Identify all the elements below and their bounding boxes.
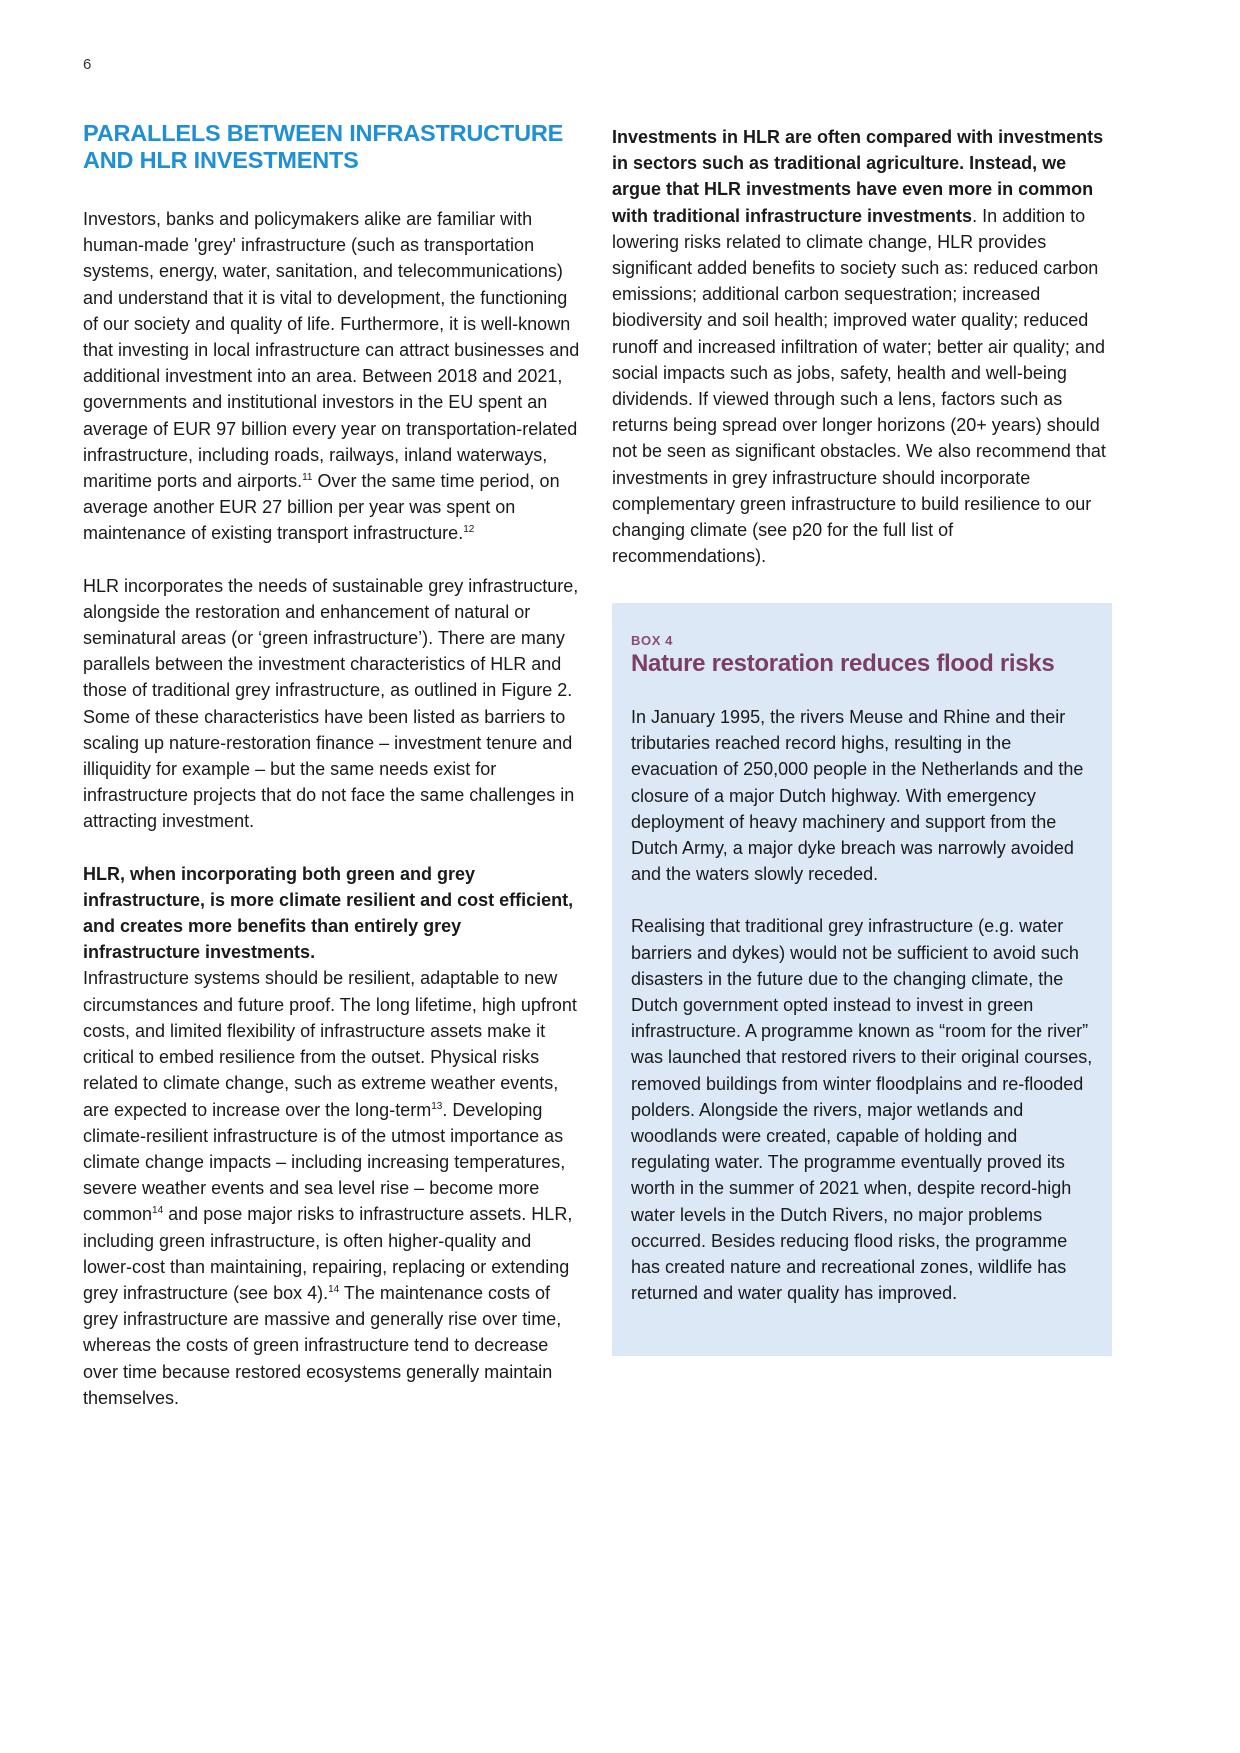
heading-line-2: AND HLR INVESTMENTS [83,147,359,173]
left-bold-statement: HLR, when incorporating both green and grey infrastructure, is more climate resilient and cost efficient, and creates more benefits than entirely grey infrastructure investments. [83,863,574,963]
box-title: Nature restoration reduces flood risks [631,650,1055,677]
right-bold-lead: Investments in HLR are often compared with investments in sectors such as traditional agriculture. Instead, we argue that HLR investments have even more in common with traditional infrastructure investments [612,127,1104,226]
footnote-ref: 14 [328,1283,340,1295]
left-paragraph-4: Infrastructure systems should be resilient, adaptable to new circumstances and future proof. The long lifetime, high upfront costs, and limited flexibility of infrastructure assets make it critical to embed resilience from the outset. Physical risks related to climate change, such as extreme weather events, are expected to increase over the long-term$^{13}$. Developing climate-resilient infrastructure is of the utmost importance as climate change impacts – including increasing temperatures, severe weather events and sea level rise – become more common$^{14}$ and pose major risks to infrastructure assets. HLR, including green infrastructure, is often higher-quality and lower-cost than maintaining, repairing, replacing or extending grey infrastructure (see box 4).$^{14}$ The maintenance costs of grey infrastructure are massive and generally rise over time, whereas the costs of green infrastructure tend to decrease over time because restored ecosystems generally maintain themselves. [83,968,577,1408]
box-paragraph-2: Realising that traditional grey infrastructure (e.g. water barriers and dykes) would not be sufficient to avoid such disasters in the future due to the changing climate, the Dutch government opted instead to invest in green infrastructure. A programme known as “room for the river” was launched that restored rivers to their original courses, removed buildings from winter floodplains and re-flooded polders. Alongside the rivers, major wetlands and woodlands were created, capable of holding and regulating water. The programme eventually proved its worth in the summer of 2021 when, despite record-high water levels in the Dutch Rivers, no major problems occurred. Besides reducing flood risks, the programme has created nature and recreational zones, wildlife has returned and water quality has improved. [631,916,1093,1304]
left-paragraph-1: Investors, banks and policymakers alike are familiar with human-made 'grey' infrastructure (such as transportation systems, energy, water, sanitation, and telecommunications) and understand that it is vital to development, the functioning of our society and quality of life. Furthermore, it is well-known that investing in local infrastructure can attract businesses and additional investment into an area. Between 2018 and 2021, governments and institutional investors in the EU spent an average of EUR 97 billion every year on transportation-related infrastructure, including roads, railways, inland waterways, maritime ports and airports.$^{11}$ Over the same time period, on average another EUR 27 billion per year was spent on maintenance of existing transport infrastructure.$^{12}$ [83,209,580,544]
footnote-ref: 11 [302,472,313,484]
box-4 [612,603,1112,1356]
right-column [612,124,1112,569]
left-column [83,120,583,1411]
box-paragraph-1: In January 1995, the rivers Meuse and Rhine and their tributaries reached record highs, resulting in the evacuation of 250,000 people in the Netherlands and the closure of a major Dutch highway. With emergency deployment of heavy machinery and support from the Dutch Army, a major dyke breach was narrowly avoided and the waters slowly receded. [631,707,1084,885]
footnote-ref: 13 [431,1100,443,1112]
section-heading [83,120,583,174]
footnote-ref: 14 [152,1205,164,1217]
page-number: 6 [83,56,92,73]
box-label: BOX 4 [631,633,674,648]
right-paragraph-1: Investments in HLR are often compared with investments in sectors such as traditional agriculture. Instead, we argue that HLR investments have even more in common with traditional infrastructure investments. In addition to lowering risks related to climate change, HLR provides significant added benefits to society such as: reduced carbon emissions; additional carbon sequestration; increased biodiversity and soil health; improved water quality; reduced runoff and increased infiltration of water; better air quality; and social impacts such as jobs, safety, health and well-being dividends. If viewed through such a lens, factors such as returns being spread over longer horizons (20+ years) should not be seen as significant obstacles. We also recommend that investments in grey infrastructure should incorporate complementary green infrastructure to build resilience to our changing climate (see p20 for the full list of recommendations). [612,127,1106,567]
footnote-ref: 12 [463,524,475,536]
heading-line-1: PARALLELS BETWEEN INFRASTRUCTURE [83,120,564,146]
left-paragraph-2: HLR incorporates the needs of sustainable grey infrastructure, alongside the restoration and enhancement of natural or seminatural areas (or ‘green infrastructure’). There are many parallels between the investment characteristics of HLR and those of traditional grey infrastructure, as outlined in Figure 2. Some of these characteristics have been listed as barriers to scaling up nature-restoration finance – investment tenure and illiquidity for example – but the same needs exist for infrastructure projects that do not face the same challenges in attracting investment. [83,575,579,832]
